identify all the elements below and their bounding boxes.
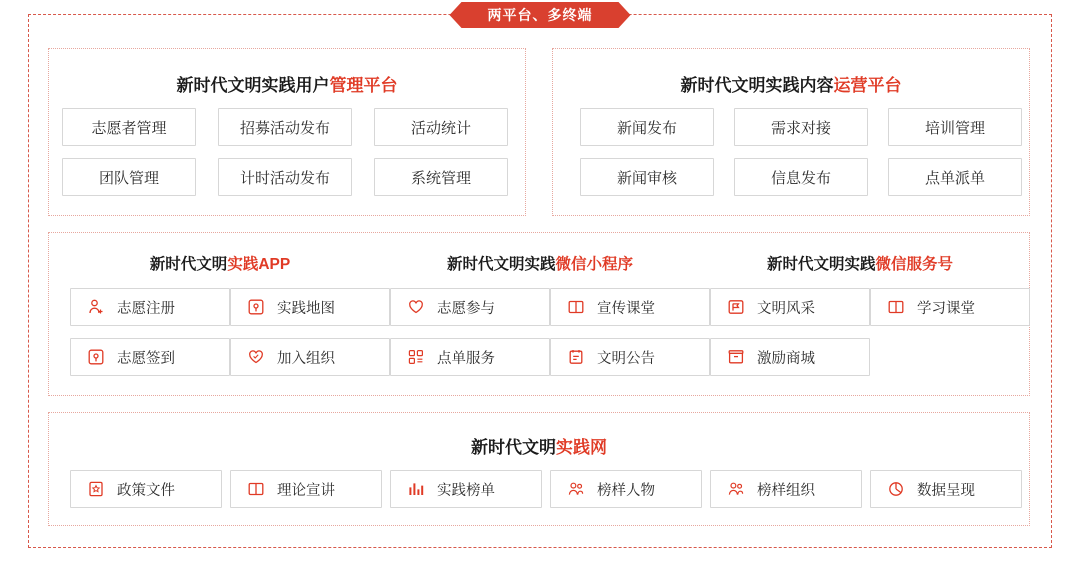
icell-data-presentation[interactable]: [870, 470, 1022, 508]
cell-volunteer-management[interactable]: 志愿者管理: [62, 108, 196, 146]
map-pin-icon: [247, 298, 265, 316]
title-prefix: 新时代文明实践: [446, 256, 556, 273]
title-prefix: 新时代文明: [471, 438, 556, 457]
icell-role-model-people[interactable]: [550, 470, 702, 508]
group-title-service-account: [710, 252, 1010, 274]
cell-demand-matching[interactable]: 需求对接: [734, 108, 868, 146]
title-highlight: 微信服务号: [875, 256, 954, 273]
heart-check-icon: [247, 348, 265, 366]
icell-role-model-organization[interactable]: [710, 470, 862, 508]
icell-label: 数据呈现: [917, 482, 975, 499]
heart-icon: [407, 298, 425, 316]
title-prefix: 新时代文明实践用户: [176, 76, 330, 95]
icell-study-class[interactable]: [870, 288, 1030, 326]
icell-label: 文明公告: [597, 350, 655, 367]
icell-incentive-mall[interactable]: [710, 338, 870, 376]
panel-user-platform-title: [49, 71, 525, 96]
title-highlight: 实践APP: [227, 256, 291, 273]
people-icon: [567, 480, 585, 498]
title-prefix: 新时代文明实践内容: [680, 76, 834, 95]
people-group-icon: [727, 480, 745, 498]
bar-chart-icon: [407, 480, 425, 498]
book-open-icon: [567, 298, 585, 316]
group-title-app: [70, 252, 370, 274]
shop-icon: [727, 348, 745, 366]
pie-chart-icon: [887, 480, 905, 498]
title-highlight: 微信小程序: [555, 256, 634, 273]
icell-label: 加入组织: [277, 350, 335, 367]
title-highlight: 运营平台: [833, 76, 902, 95]
announcement-board-icon: [567, 348, 585, 366]
cell-activity-statistics[interactable]: 活动统计: [374, 108, 508, 146]
grid-order-icon: [407, 348, 425, 366]
cell-information-publish[interactable]: 信息发布: [734, 158, 868, 196]
book-open-icon: [887, 298, 905, 316]
panel-website-title: [49, 433, 1029, 458]
banner-ribbon: 两平台、多终端: [462, 2, 619, 28]
location-check-icon: [87, 348, 105, 366]
icell-volunteer-checkin[interactable]: [70, 338, 230, 376]
icell-theory-lecture[interactable]: [230, 470, 382, 508]
icell-label: 宣传课堂: [597, 300, 655, 317]
cell-timed-activity-publish[interactable]: 计时活动发布: [218, 158, 352, 196]
icell-practice-map[interactable]: [230, 288, 390, 326]
icell-label: 理论宣讲: [277, 482, 335, 499]
icell-practice-ranking[interactable]: [390, 470, 542, 508]
icell-label: 文明风采: [757, 300, 815, 317]
icell-order-service[interactable]: [390, 338, 550, 376]
document-star-icon: [87, 480, 105, 498]
person-add-icon: [87, 298, 105, 316]
icell-publicity-class[interactable]: [550, 288, 710, 326]
icell-policy-documents[interactable]: [70, 470, 222, 508]
icell-label: 志愿参与: [437, 300, 495, 317]
title-highlight: 实践网: [556, 438, 607, 457]
cell-news-publish[interactable]: 新闻发布: [580, 108, 714, 146]
icell-label: 点单服务: [437, 350, 495, 367]
icell-join-organization[interactable]: [230, 338, 390, 376]
icell-label: 实践地图: [277, 300, 335, 317]
icell-label: 榜样人物: [597, 482, 655, 499]
icell-label: 政策文件: [117, 482, 175, 499]
cell-recruitment-publish[interactable]: 招募活动发布: [218, 108, 352, 146]
icell-label: 志愿注册: [117, 300, 175, 317]
icell-civilization-style[interactable]: [710, 288, 870, 326]
panel-website: [48, 412, 1030, 526]
icell-label: 激励商城: [757, 350, 815, 367]
flag-frame-icon: [727, 298, 745, 316]
book-open-icon: [247, 480, 265, 498]
icell-label: 学习课堂: [917, 300, 975, 317]
panel-content-platform-title: [553, 71, 1029, 96]
title-prefix: 新时代文明实践: [766, 256, 876, 273]
cell-news-review[interactable]: 新闻审核: [580, 158, 714, 196]
cell-order-dispatch[interactable]: 点单派单: [888, 158, 1022, 196]
icell-civilization-announcement[interactable]: [550, 338, 710, 376]
cell-training-management[interactable]: 培训管理: [888, 108, 1022, 146]
title-prefix: 新时代文明: [149, 256, 228, 273]
cell-team-management[interactable]: 团队管理: [62, 158, 196, 196]
icell-label: 榜样组织: [757, 482, 815, 499]
icell-label: 志愿签到: [117, 350, 175, 367]
group-title-miniprogram: [390, 252, 690, 274]
icell-volunteer-participate[interactable]: [390, 288, 550, 326]
icell-volunteer-register[interactable]: [70, 288, 230, 326]
title-highlight: 管理平台: [329, 76, 398, 95]
icell-label: 实践榜单: [437, 482, 495, 499]
cell-system-management[interactable]: 系统管理: [374, 158, 508, 196]
